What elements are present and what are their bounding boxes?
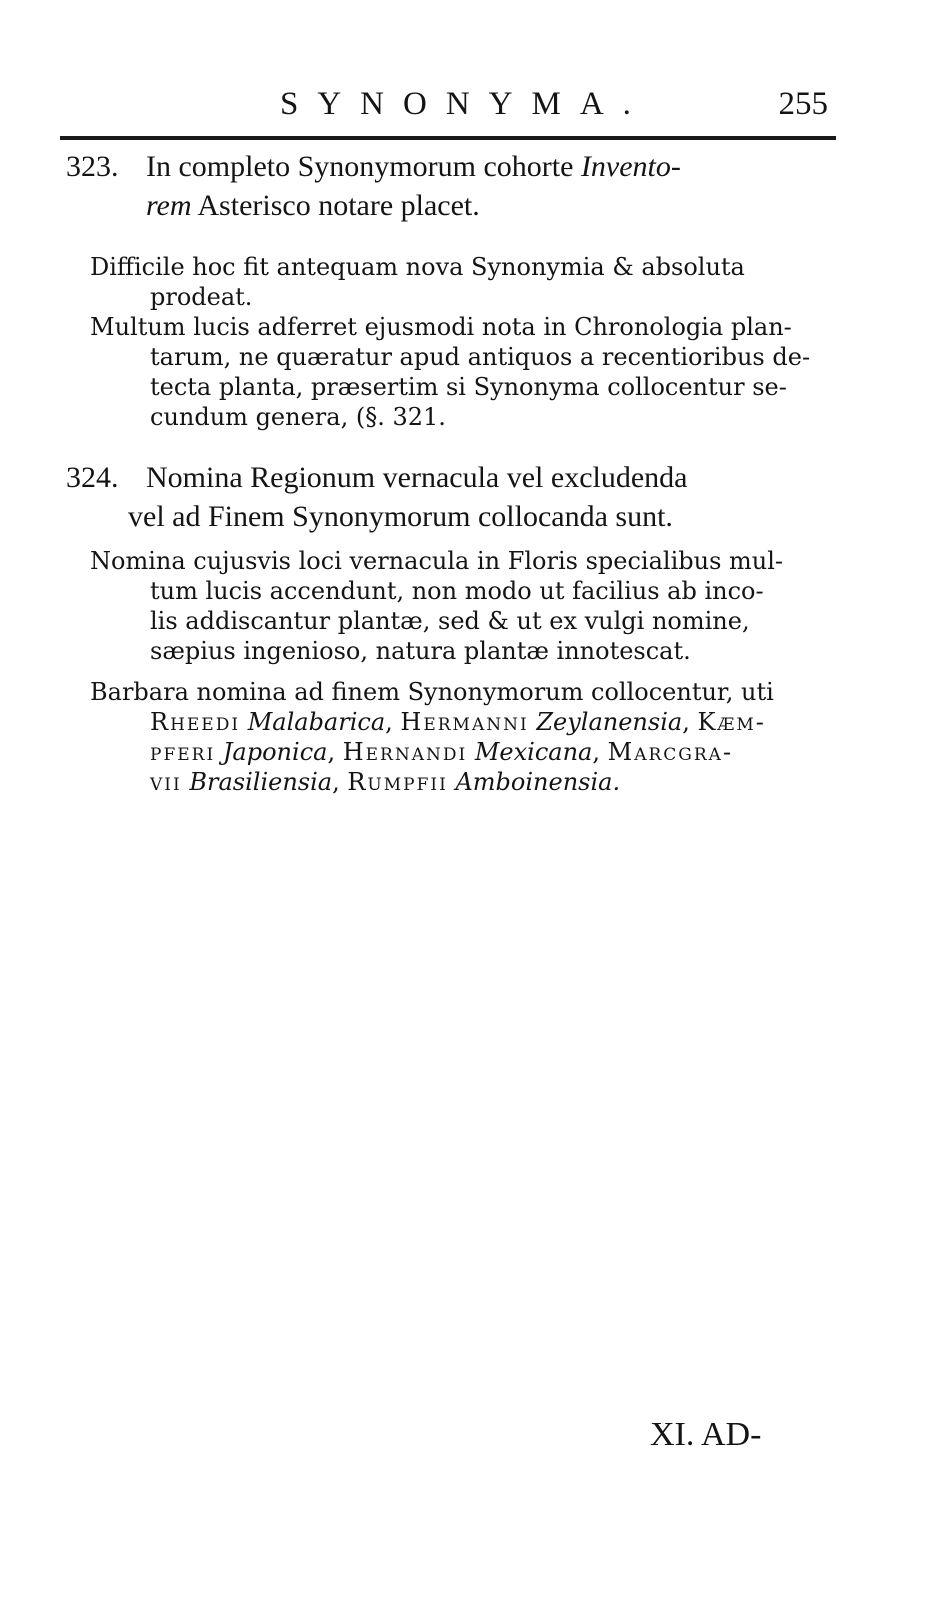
running-head [60, 86, 836, 130]
note-323b-line-4: cundum genera, (§. 321. [150, 403, 446, 431]
note-323b-line-3: tecta planta, præsertim si Synonyma collocentur se- [150, 373, 787, 401]
page-number: 255 [778, 86, 828, 122]
author-kaem: Kæm- [697, 708, 766, 736]
title-japonica: Japonica [222, 738, 328, 766]
note-324a-line-4: sæpius ingenioso, natura plantæ innotescat. [150, 637, 691, 665]
title-amboinensia: Amboinensia. [455, 768, 621, 796]
rule-323-number: 323. [66, 150, 119, 183]
rule-324-line-2: vel ad Finem Synonymorum collocanda sunt. [128, 500, 673, 533]
author-marcgra: Marcgra- [607, 738, 734, 766]
rule-324-text-1: Nomina Regionum vernacula vel excludenda [146, 461, 688, 494]
note-323a-line-1: Difficile hoc fit antequam nova Synonymia & absoluta [90, 253, 745, 281]
author-rumpfii: Rumpfii [347, 768, 448, 796]
note-324b-line-4: vii Brasiliensia, Rumpfii Amboinensia. [150, 768, 621, 796]
rule-323-line-2 [66, 186, 836, 225]
running-title: SYNONYMA. [280, 86, 650, 122]
rule-323-italic-2: rem [146, 189, 192, 222]
note-324a-line-3: lis addiscantur plantæ, sed & ut ex vulgi nomine, [150, 607, 750, 635]
note-323b-line-1: Multum lucis adferret ejusmodi nota in Chronologia plan- [90, 313, 792, 341]
note-323b-line-2: tarum, ne quæratur apud antiquos a recentioribus de- [150, 343, 811, 371]
catchword: XI. AD- [650, 1416, 762, 1453]
rule-323-text-2: Asterisco notare placet. [191, 189, 480, 222]
title-mexicana: Mexicana [474, 738, 593, 766]
rule-323-line-1 [66, 147, 836, 186]
rule-323 [66, 147, 836, 225]
title-malabarica: Malabarica [247, 708, 386, 736]
author-rheedi: Rheedi [150, 708, 241, 736]
rule-323-italic-1: Invento- [580, 150, 681, 183]
note-324a-line-2: tum lucis accendunt, non modo ut facilius ab inco- [150, 577, 764, 605]
note-323-difficile [90, 252, 838, 312]
note-324-barbara [90, 677, 838, 797]
title-brasiliensia: Brasiliensia [189, 768, 333, 796]
note-324b-line-3: pferi Japonica, Hernandi Mexicana, Marcgra- [150, 738, 734, 766]
note-323-multum [90, 312, 838, 432]
note-323a-line-2: prodeat. [150, 283, 253, 311]
note-324-nomina [90, 546, 838, 666]
rule-323-text-1: In completo Synonymorum cohorte [146, 150, 581, 183]
author-vii: vii [150, 768, 182, 796]
author-hernandi: Hernandi [342, 738, 468, 766]
header-rule [60, 136, 836, 140]
note-324a-line-1: Nomina cujusvis loci vernacula in Floris specialibus mul- [90, 547, 784, 575]
rule-324-number: 324. [66, 461, 119, 494]
note-324b-line-2: Rheedi Malabarica, Hermanni Zeylanensia, Kæm- [150, 708, 766, 736]
rule-324 [66, 458, 836, 536]
author-pferi: pferi [150, 738, 216, 766]
author-hermanni: Hermanni [400, 708, 529, 736]
rule-324-line-1 [66, 458, 836, 497]
title-zeylanensia: Zeylanensia [536, 708, 683, 736]
note-324b-line-1: Barbara nomina ad finem Synonymorum collocentur, uti [90, 678, 774, 706]
